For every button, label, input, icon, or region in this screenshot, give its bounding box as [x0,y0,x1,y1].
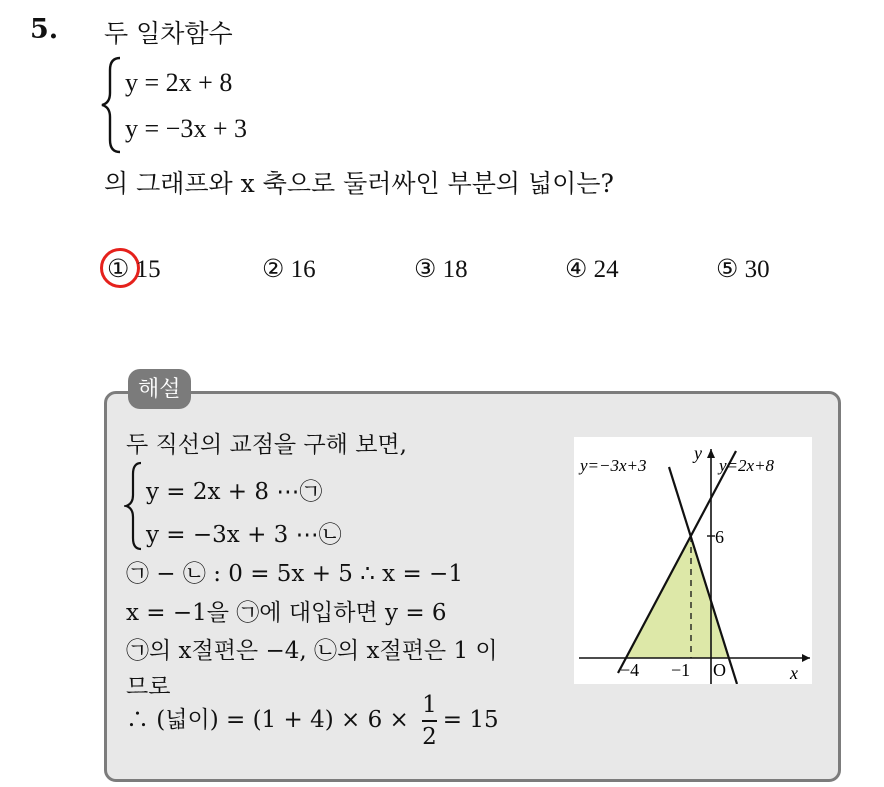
fraction-numerator: 1 [422,690,437,722]
graph-label-line1: y=−3x+3 [580,456,647,475]
choice-3[interactable] [414,254,468,284]
x-axis-label: x [790,663,798,683]
solution-label: 해설 [128,369,191,409]
tick-label-minus-4: −4 [620,660,640,680]
choice-4[interactable] [565,254,619,284]
question-text: 의 그래프와 x 축으로 둘러싸인 부분의 넓이는? [104,169,614,198]
choice-1[interactable] [107,254,161,284]
choice-mark: ③ [414,256,437,283]
graph [574,437,812,684]
choice-value: 30 [744,256,770,283]
solution-brace [124,460,144,552]
solution-line-2: y = 2x + 8 ⋯㉠ [146,479,323,505]
shaded-triangle [626,536,729,658]
x-axis-arrow [802,654,810,662]
solution-line-6: ㉠의 x절편은 −4, ㉡의 x절편은 1 이 [126,638,498,664]
y-axis-label: y [694,443,702,463]
solution-line-8 [126,690,499,752]
solution-line-1: 두 직선의 교점을 구해 보면, [126,432,407,458]
solution-line-3: y = −3x + 3 ⋯㉡ [146,522,342,548]
tick-label-minus-1: −1 [671,660,691,680]
solution-line-4: ㉠ − ㉡ : 0 = 5x + 5 ∴ x = −1 [126,561,463,587]
choice-value: 18 [442,256,468,283]
origin-label: O [713,660,726,680]
choice-5[interactable] [716,254,770,284]
choice-mark: ④ [565,256,588,283]
graph-label-line2: y=2x+8 [719,456,775,475]
equation-2: y = −3x + 3 [125,114,247,143]
question-number: 5. [30,14,59,45]
choice-value: 16 [290,256,316,283]
system-brace [100,55,124,155]
choice-value: 24 [593,256,619,283]
choice-value: 15 [135,256,161,283]
choice-mark: ⑤ [716,256,739,283]
question-title: 두 일차함수 [104,19,233,48]
y-axis-arrow [707,449,715,458]
area-result: = 15 [442,707,499,733]
area-expression: ∴ (넓이) = (1 + 4) × 6 × [126,707,417,733]
choice-mark: ② [262,256,285,283]
solution-line-5: x = −1을 ㉠에 대입하면 y = 6 [126,600,447,626]
solution-line-7: 므로 [126,674,171,700]
tick-label-6: 6 [715,527,724,547]
fraction-half [422,690,437,752]
choice-mark: ① [107,256,130,283]
fraction-denominator: 2 [422,724,437,750]
choice-2[interactable] [262,254,316,284]
equation-1: y = 2x + 8 [125,68,233,97]
